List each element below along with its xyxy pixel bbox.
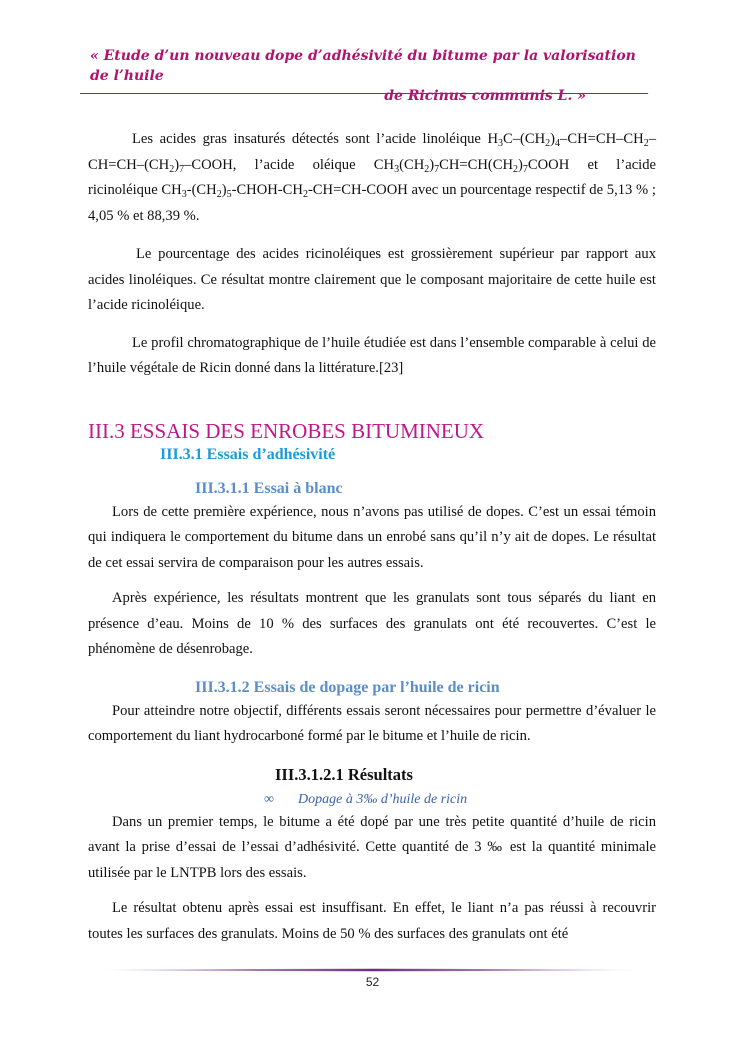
- infinity-bullet-icon: ∞: [264, 791, 274, 807]
- paragraph-result-insufficient: Le résultat obtenu après essai est insuffisant. En effet, le liant n’a pas réussi à recouvrir toutes les surfaces des granulats. Moins de 50 % des surfaces des granulats ont été: [88, 900, 656, 942]
- paragraph-chromatographic-profile: Le profil chromatographique de l’huile étudiée est dans l’ensemble comparable à celui de l’huile végétale de Ricin donné dans la littérature.[23]: [88, 334, 656, 376]
- bullet-text: Dopage à 3‰ d’huile de ricin: [298, 791, 468, 807]
- paragraph-objective: Pour atteindre notre objectif, différents essais seront nécessaires pour permettre d’évaluer le comportement du liant hydrocarboné formé par le bitume et l’huile de ricin.: [88, 702, 656, 744]
- heading-iii3121: III.3.1.2.1 Résultats: [275, 764, 413, 784]
- running-header: [80, 46, 648, 106]
- bullet-item-dopage: [264, 790, 656, 810]
- paragraph-blank-test: Lors de cette première expérience, nous n’avons pas utilisé de dopes. C’est un essai témoin qui indiquera le comportement du bitume dans un enrobé sans qu’il n’y ait de dopes. Le résultat de cet essai servira de comparaison pour les autres essais.: [88, 503, 656, 571]
- page-number: 52: [365, 975, 380, 989]
- heading-iii3: III.3 ESSAIS DES ENROBES BITUMINEUX: [88, 418, 485, 443]
- paragraph-fatty-acids: Les acides gras insaturés détectés sont l’acide linoléique $H_3C-(CH_2)_4-CH=CH-CH_2-CH=CH-(CH_2)_7$–COOH, l’acide oléique $CH_3(CH_2)_7CH=CH(CH_2)_7COOH$ et l’acide ricinoléique $CH_3-(CH_2)_5-CHOH-CH_2-CH=CH$-COOH avec un pourcentage respectif de 5,13 % ; 4,05 % et 88,39 %.: [88, 131, 656, 224]
- heading-iii312: III.3.1.2 Essais de dopage par l’huile de ricin: [195, 678, 500, 696]
- page-body: [88, 127, 656, 947]
- paragraph-first-test: Dans un premier temps, le bitume a été dopé par une très petite quantité d’huile de ricin avant la prise d’essai de l’essai d’adhésivité. Cette quantité de 3 ‰ est la quantité minimale utilisée par le LNTPB lors des essais.: [88, 813, 656, 881]
- header-line-1: « Etude d’un nouveau dope d’adhésivité du bitume par la valorisation de l’huile: [90, 48, 636, 84]
- footer-divider: [105, 968, 641, 972]
- paragraph-blank-results: Après expérience, les résultats montrent que les granulats sont tous séparés du liant en présence d’eau. Moins de 10 % des surfaces des granulats ont été recouvertes. C’est le phénomène de désenrobage.: [88, 590, 656, 657]
- header-line-2: de Ricinus communis L. »: [384, 88, 586, 104]
- header-divider: [80, 93, 648, 94]
- heading-iii31: III.3.1 Essais d’adhésivité: [160, 445, 336, 463]
- paragraph-ricinoleic-percentage: Le pourcentage des acides ricinoléiques est grossièrement supérieur par rapport aux acides linoléiques. Ce résultat montre clairement que le composant majoritaire de cette huile est l’acide ricinoléique.: [88, 246, 656, 313]
- heading-iii311: III.3.1.1 Essai à blanc: [195, 479, 343, 497]
